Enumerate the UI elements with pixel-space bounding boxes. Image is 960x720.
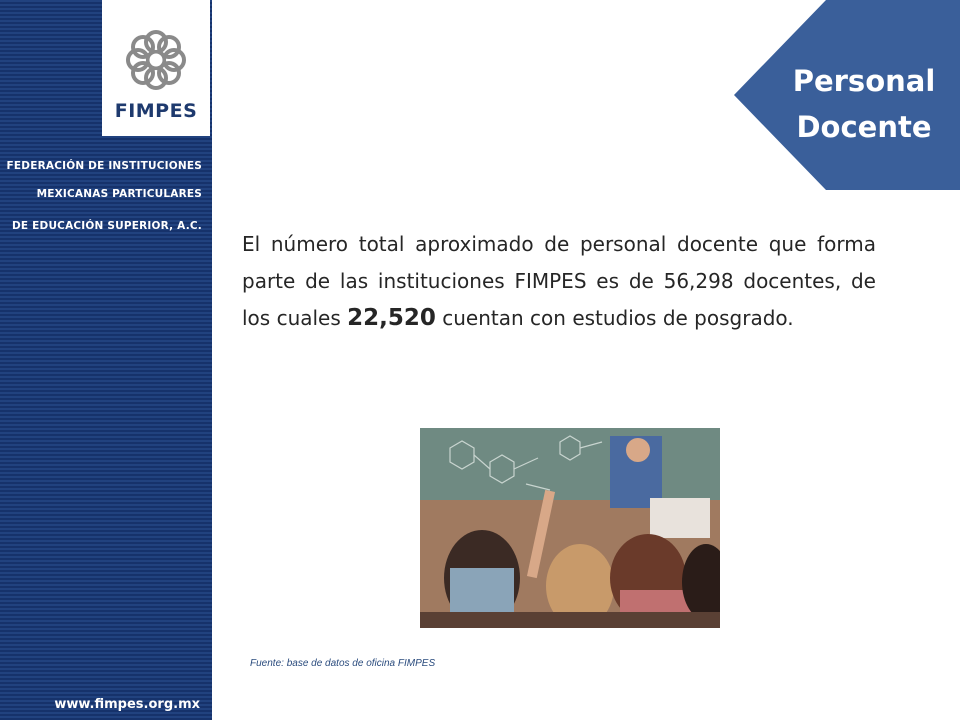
sidebar bbox=[0, 0, 212, 720]
federation-line-1: FEDERACIÓN DE INSTITUCIONES bbox=[6, 160, 202, 172]
body-text-part-1: El número total aproximado de personal docente que forma parte de las instituciones FIMPES es de 56,298 docentes, de los cuales bbox=[242, 232, 876, 330]
source-note: Fuente: base de datos de oficina FIMPES bbox=[250, 658, 436, 669]
highlight-number: 22,520 bbox=[347, 305, 436, 331]
logo-box bbox=[102, 0, 210, 136]
slide-title-line-1: Personal bbox=[792, 64, 936, 98]
federation-line-2: MEXICANAS PARTICULARES bbox=[36, 188, 202, 200]
logo-text: FIMPES bbox=[114, 100, 198, 122]
federation-line-3: DE EDUCACIÓN SUPERIOR, A.C. bbox=[12, 220, 202, 232]
slide-title-line-2: Docente bbox=[796, 110, 932, 144]
classroom-photo bbox=[420, 428, 720, 628]
fimpes-logo-icon bbox=[120, 24, 192, 96]
body-paragraph bbox=[242, 226, 876, 337]
website-link[interactable]: www.fimpes.org.mx bbox=[54, 697, 200, 712]
body-text-part-2: cuentan con estudios de posgrado. bbox=[435, 306, 794, 330]
slide-title bbox=[776, 58, 952, 150]
